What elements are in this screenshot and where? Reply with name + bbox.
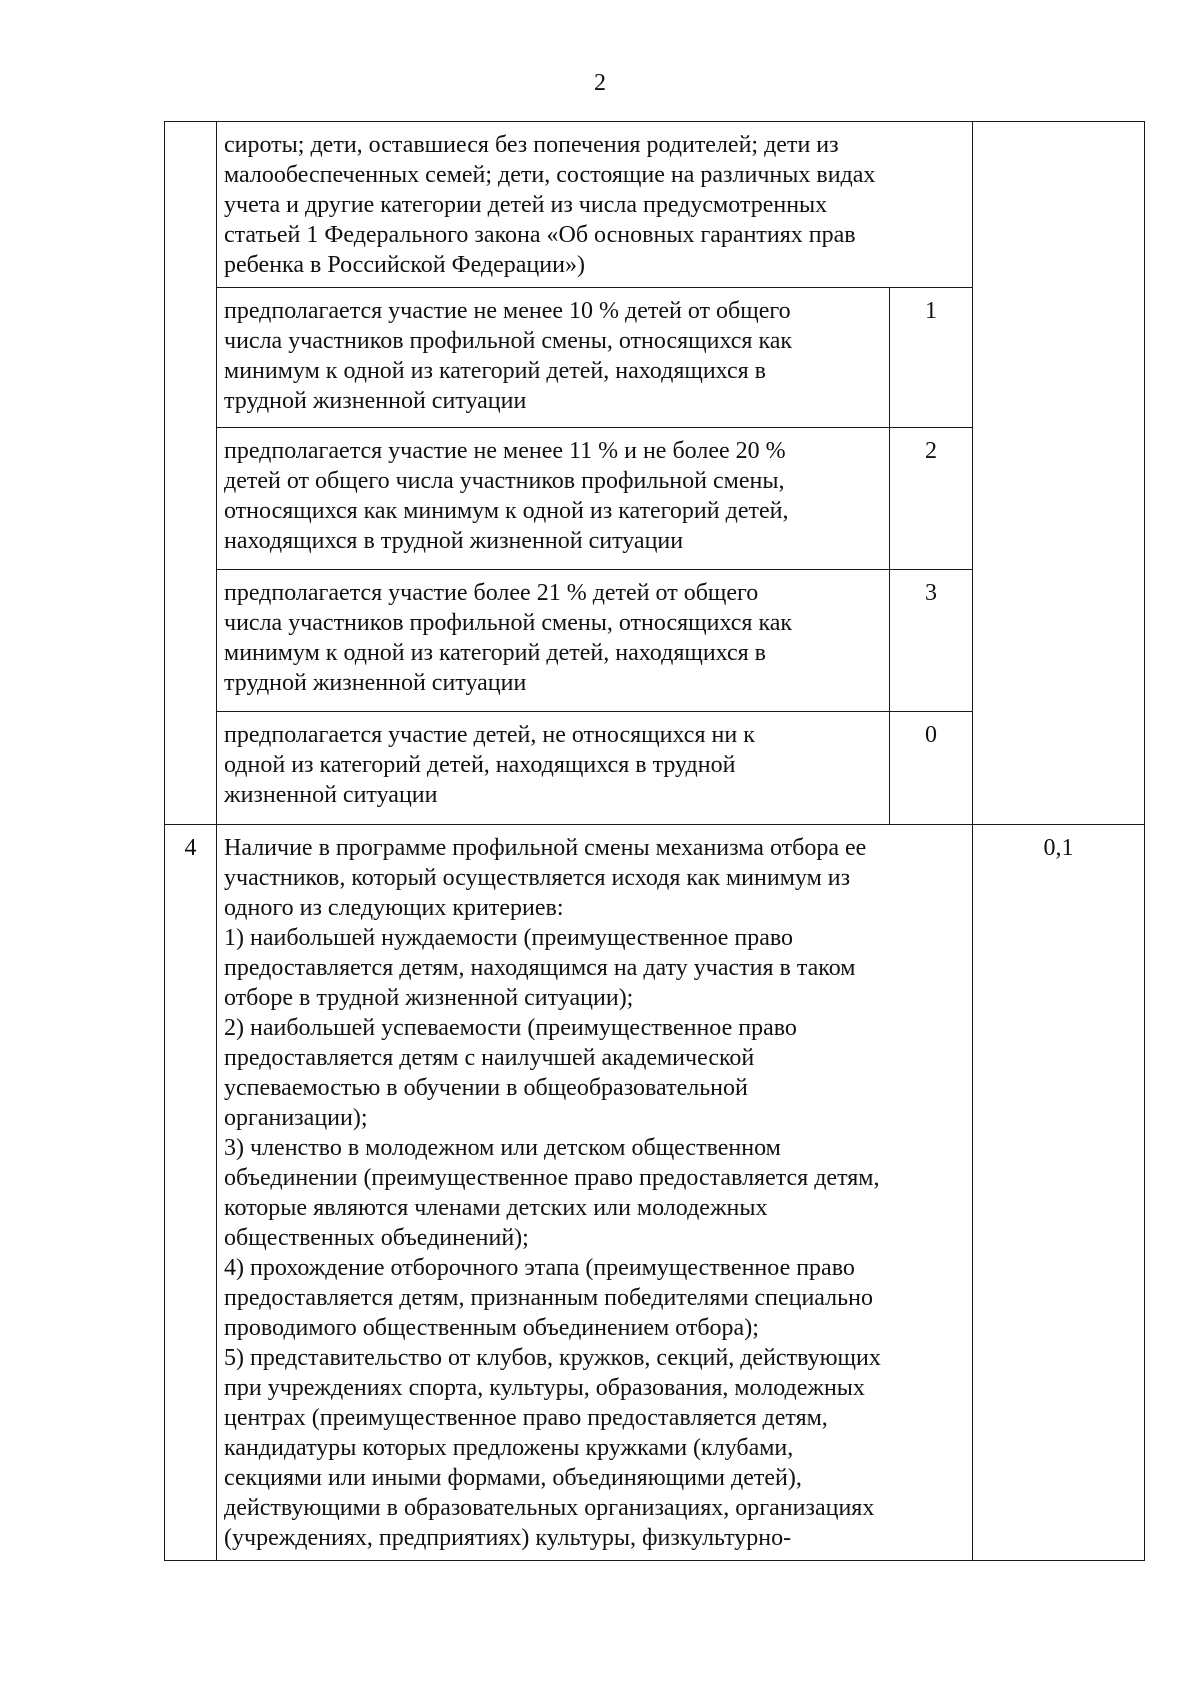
option-text: предполагается участие детей, не относящихся ни к одной из категорий детей, находящихся в трудной жизненной ситуации bbox=[217, 712, 890, 825]
criterion-number: 4 bbox=[165, 825, 217, 1561]
criteria-table bbox=[164, 121, 1145, 1561]
option-score: 0 bbox=[890, 712, 973, 825]
option-text: предполагается участие не менее 11 % и не более 20 % детей от общего числа участников профильной смены, относящихся как минимум к одной из категорий детей, находящихся в трудной жизненной ситуации bbox=[217, 428, 890, 570]
criterion-number-cell bbox=[165, 122, 217, 825]
option-score: 2 bbox=[890, 428, 973, 570]
option-text: предполагается участие более 21 % детей от общего числа участников профильной смены, относящихся как минимум к одной из категорий детей, находящихся в трудной жизненной ситуации bbox=[217, 570, 890, 712]
option-score: 1 bbox=[890, 288, 973, 428]
criterion-weight: 0,1 bbox=[973, 825, 1145, 1561]
option-text: предполагается участие не менее 10 % детей от общего числа участников профильной смены, относящихся как минимум к одной из категорий детей, находящихся в трудной жизненной ситуации bbox=[217, 288, 890, 428]
table-row bbox=[165, 122, 1145, 288]
criterion-text-continuation: сироты; дети, оставшиеся без попечения родителей; дети из малообеспеченных семей; дети, состоящие на различных видах учета и другие категории детей из числа предусмотренных статьей 1 Федерального закона «Об основных гарантиях прав ребенка в Российской Федерации») bbox=[217, 122, 973, 288]
page-number: 2 bbox=[594, 70, 606, 96]
option-score: 3 bbox=[890, 570, 973, 712]
criterion-weight-cell bbox=[973, 122, 1145, 825]
table-row bbox=[165, 825, 1145, 1561]
criterion-text: Наличие в программе профильной смены механизма отбора ее участников, который осуществляется исходя как минимум из одного из следующих критериев: 1) наибольшей нуждаемости (преимущественное право предоставляется детям, находящимся на дату участия в таком отборе в трудной жизненной ситуации); 2) наибольшей успеваемости (преимущественное право предоставляется детям с наилучшей академической успеваемостью в обучении в общеобразовательной организации); 3) членство в молодежном или детском общественном объединении (преимущественное право предоставляется детям, которые являются членами детских или молодежных общественных объединений); 4) прохождение отборочного этапа (преимущественное право предоставляется детям, признанным победителями специально проводимого общественным объединением отбора); 5) представительство от клубов, кружков, секций, действующих при учреждениях спорта, культуры, образования, молодежных центрах (преимущественное право предоставляется детям, кандидатуры которых предложены кружками (клубами, секциями или иными формами, объединяющими детей), действующими в образовательных организациях, организациях (учреждениях, предприятиях) культуры, физкультурно- bbox=[217, 825, 973, 1561]
